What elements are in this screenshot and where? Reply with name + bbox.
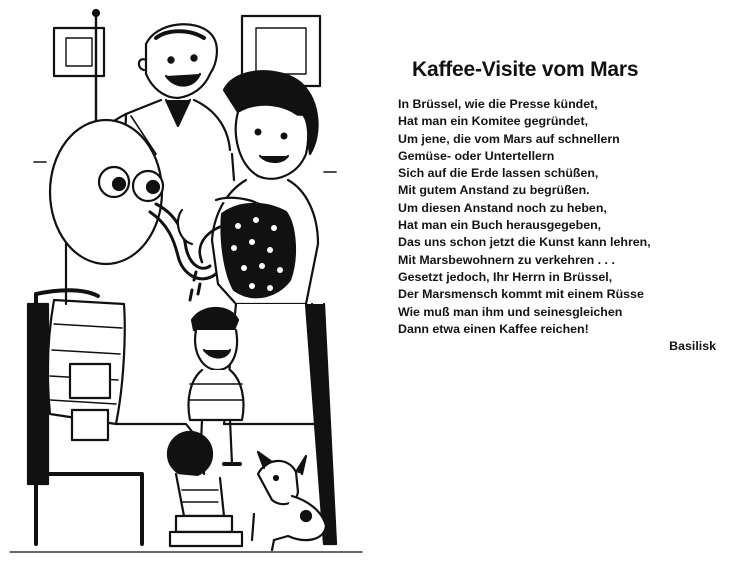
poem-line: Um jene, die vom Mars auf schnellern (398, 131, 620, 146)
poem-line: Der Marsmensch kommt mit einem Rüsse (398, 287, 644, 302)
poem-block (398, 58, 728, 353)
poem-lines (398, 96, 728, 338)
robot-figure (48, 10, 242, 546)
poem-line: Um diesen Anstand noch zu heben, (398, 200, 607, 215)
poem-line: Mit gutem Anstand zu begrüßen. (398, 183, 590, 198)
poem-line: Mit Marsbewohnern zu verkehren . . . (398, 252, 615, 267)
poem-line: Sich auf die Erde lassen schüßen, (398, 166, 599, 181)
poem-line: Hat man ein Buch herausgegeben, (398, 218, 602, 233)
poem-line: Gesetzt jedoch, Ihr Herrn in Brüssel, (398, 269, 613, 284)
poem-line: In Brüssel, wie die Presse kündet, (398, 97, 598, 111)
poem-line: Wie muß man ihm und seinesgleichen (398, 304, 623, 319)
author-signature: Basilisk (669, 339, 716, 354)
poem-line: Dann etwa einen Kaffee reichen! (398, 321, 589, 336)
poem-line: Gemüse- oder Untertellern (398, 148, 555, 163)
cartoon-illustration (6, 4, 366, 562)
poem-line: Hat man ein Komitee gegründet, (398, 114, 589, 129)
poem-line: Das uns schon jetzt die Kunst kann lehren, (398, 235, 651, 250)
dog-figure (252, 452, 326, 550)
poem-title: Kaffee-Visite vom Mars (412, 58, 639, 81)
